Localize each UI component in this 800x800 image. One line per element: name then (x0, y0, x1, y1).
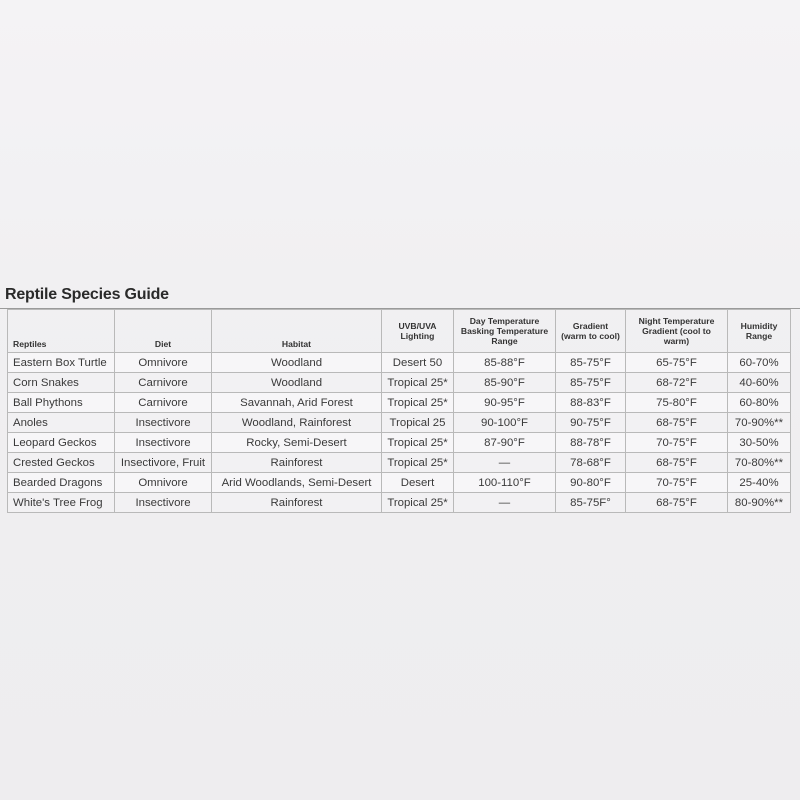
cell-humidity: 60-80% (728, 393, 791, 413)
header-day-temp: Day Temperature Basking Temperature Range (454, 310, 556, 353)
cell-humidity: 80-90%** (728, 493, 791, 513)
cell-diet: Insectivore, Fruit (115, 453, 212, 473)
header-diet: Diet (115, 310, 212, 353)
cell-gradient: 90-80°F (556, 473, 626, 493)
cell-gradient: 85-75°F (556, 353, 626, 373)
table-row (8, 453, 791, 473)
cell-diet: Insectivore (115, 413, 212, 433)
cell-diet: Insectivore (115, 493, 212, 513)
cell-habitat: Rocky, Semi-Desert (212, 433, 382, 453)
cell-gradient: 78-68°F (556, 453, 626, 473)
table-row (8, 353, 791, 373)
table-row (8, 413, 791, 433)
table-row (8, 373, 791, 393)
cell-day-temp: — (454, 453, 556, 473)
cell-day-temp: 85-90°F (454, 373, 556, 393)
cell-reptile: Eastern Box Turtle (8, 353, 115, 373)
cell-lighting: Desert (382, 473, 454, 493)
cell-lighting: Desert 50 (382, 353, 454, 373)
header-lighting: UVB/UVA Lighting (382, 310, 454, 353)
cell-humidity: 30-50% (728, 433, 791, 453)
cell-reptile: White's Tree Frog (8, 493, 115, 513)
cell-humidity: 60-70% (728, 353, 791, 373)
table-row (8, 393, 791, 413)
cell-lighting: Tropical 25* (382, 493, 454, 513)
table-row (8, 493, 791, 513)
cell-reptile: Ball Phythons (8, 393, 115, 413)
cell-gradient: 88-83°F (556, 393, 626, 413)
cell-reptile: Corn Snakes (8, 373, 115, 393)
cell-diet: Carnivore (115, 393, 212, 413)
header-reptiles: Reptiles (8, 310, 115, 353)
cell-day-temp: 87-90°F (454, 433, 556, 453)
cell-diet: Omnivore (115, 473, 212, 493)
header-night-temp: Night Temperature Gradient (cool to warm) (626, 310, 728, 353)
cell-night-temp: 68-75°F (626, 413, 728, 433)
cell-diet: Carnivore (115, 373, 212, 393)
cell-lighting: Tropical 25* (382, 453, 454, 473)
cell-day-temp: 85-88°F (454, 353, 556, 373)
cell-gradient: 85-75°F (556, 373, 626, 393)
cell-gradient: 85-75F° (556, 493, 626, 513)
cell-humidity: 40-60% (728, 373, 791, 393)
cell-night-temp: 70-75°F (626, 473, 728, 493)
cell-gradient: 88-78°F (556, 433, 626, 453)
cell-day-temp: — (454, 493, 556, 513)
cell-habitat: Woodland (212, 353, 382, 373)
table-row (8, 473, 791, 493)
cell-lighting: Tropical 25* (382, 393, 454, 413)
cell-habitat: Rainforest (212, 453, 382, 473)
cell-reptile: Bearded Dragons (8, 473, 115, 493)
cell-day-temp: 90-95°F (454, 393, 556, 413)
cell-humidity: 25-40% (728, 473, 791, 493)
cell-lighting: Tropical 25 (382, 413, 454, 433)
cell-diet: Insectivore (115, 433, 212, 453)
species-table (7, 309, 791, 513)
header-habitat: Habitat (212, 310, 382, 353)
cell-day-temp: 90-100°F (454, 413, 556, 433)
cell-night-temp: 68-72°F (626, 373, 728, 393)
cell-day-temp: 100-110°F (454, 473, 556, 493)
cell-night-temp: 68-75°F (626, 453, 728, 473)
cell-habitat: Savannah, Arid Forest (212, 393, 382, 413)
cell-habitat: Woodland (212, 373, 382, 393)
cell-reptile: Crested Geckos (8, 453, 115, 473)
guide-title: Reptile Species Guide (5, 286, 169, 303)
cell-gradient: 90-75°F (556, 413, 626, 433)
cell-lighting: Tropical 25* (382, 433, 454, 453)
header-gradient: Gradient (warm to cool) (556, 310, 626, 353)
cell-night-temp: 68-75°F (626, 493, 728, 513)
cell-humidity: 70-80%** (728, 453, 791, 473)
header-humidity: Humidity Range (728, 310, 791, 353)
cell-habitat: Arid Woodlands, Semi-Desert (212, 473, 382, 493)
cell-night-temp: 75-80°F (626, 393, 728, 413)
cell-night-temp: 65-75°F (626, 353, 728, 373)
cell-habitat: Woodland, Rainforest (212, 413, 382, 433)
cell-habitat: Rainforest (212, 493, 382, 513)
cell-humidity: 70-90%** (728, 413, 791, 433)
cell-reptile: Leopard Geckos (8, 433, 115, 453)
table-row (8, 433, 791, 453)
cell-reptile: Anoles (8, 413, 115, 433)
table-header-row (8, 310, 791, 353)
cell-diet: Omnivore (115, 353, 212, 373)
cell-night-temp: 70-75°F (626, 433, 728, 453)
cell-lighting: Tropical 25* (382, 373, 454, 393)
